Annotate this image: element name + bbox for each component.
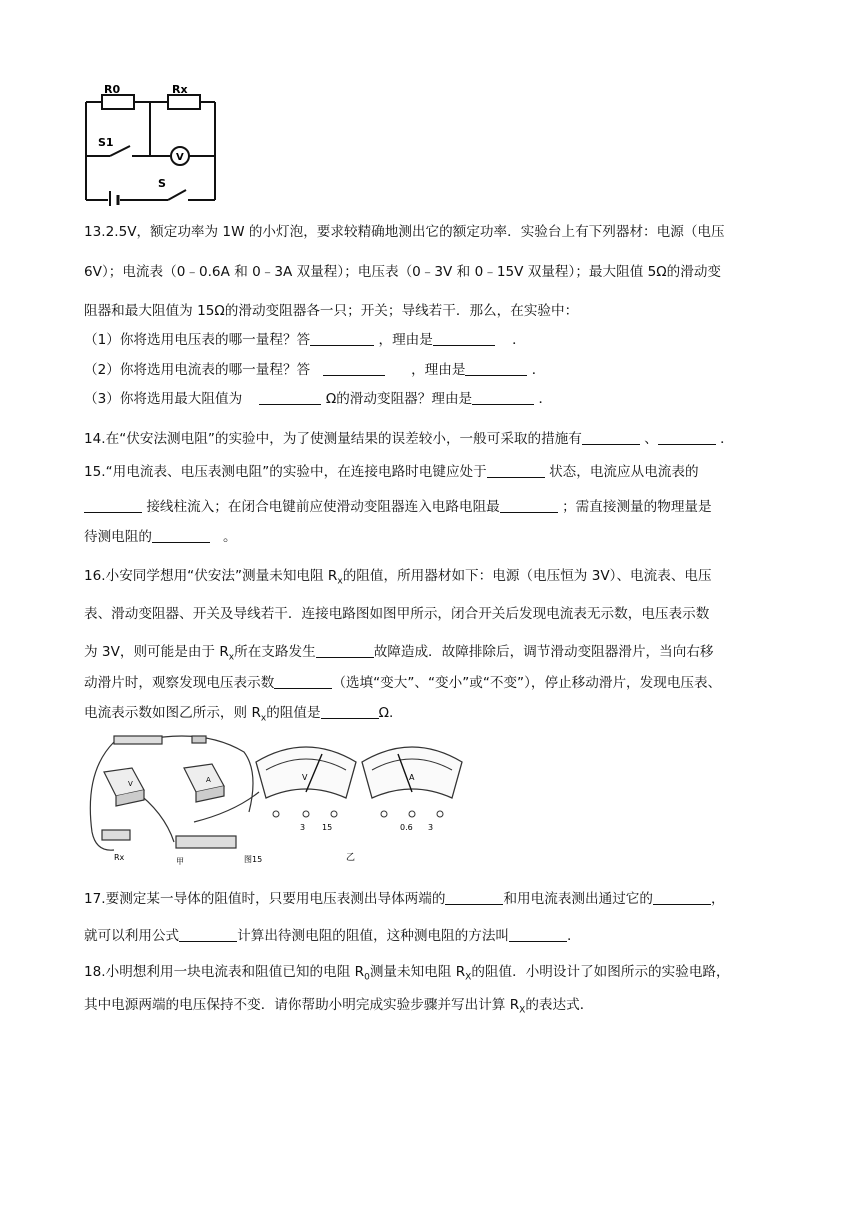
q14: 14.在“伏安法测电阻”的实验中，为了使测量结果的误差较小，一般可采取的措施有 、 ． [84,431,734,447]
answer-blank[interactable] [445,890,503,905]
answer-blank[interactable] [316,643,374,658]
r0-label: R0 [104,84,121,96]
q16-line4: 动滑片时，观察发现电压表示数 （选填“变大”、“变小”或“不变”），停止移动滑片，发现电压表、 [84,675,722,691]
ammeter-dial [362,747,462,817]
answer-blank[interactable] [179,927,237,942]
answer-blank[interactable] [310,331,374,346]
answer-blank[interactable] [152,528,210,543]
q16-line1: 16.小安同学想用“伏安法”测量未知电阻 $R_x$的阻值，所用器材如下：电源（电压恒为 3V）、电流表、电压 [84,568,712,587]
rx-label-fig2: Rx [114,853,125,862]
answer-blank[interactable] [274,674,332,689]
q13-line3: 阻器和最大阻值为 15Ω的滑动变阻器各一只；开关；导线若干．那么，在实验中： [84,303,579,319]
figure-number: 图15 [244,855,263,864]
s1-label: S1 [98,136,114,149]
q13-part3: （3）你将选用最大阻值为 Ω的滑动变阻器？理由是 ． [84,391,553,407]
answer-blank[interactable] [582,430,640,445]
jia-label: 甲 [176,857,184,866]
figure-15 [84,732,464,868]
voltmeter-dial [256,747,356,817]
q13-line2: 6V）；电流表（0﹣0.6A 和 0﹣3A 双量程）；电压表（0﹣3V 和 0﹣15V 双量程）；最大阻值 5Ω的滑动变 [84,264,722,280]
answer-blank[interactable] [653,890,711,905]
q18-line2: 其中电源两端的电压保持不变．请你帮助小明完成实验步骤并写出计算 $R_X$的表达式． [84,997,594,1016]
voltmeter-label: V [176,152,184,163]
answer-blank[interactable] [465,361,527,376]
answer-blank[interactable] [259,390,321,405]
answer-blank[interactable] [658,430,716,445]
voltmeter-v-label: V [128,780,133,788]
ammeter-06-terminal: 0.6 [400,823,413,832]
q15-line1: 15.“用电流表、电压表测电阻”的实验中，在连接电路时电键应处于 状态，电流应从电流表的 [84,464,699,480]
q18-line1: 18.小明想利用一块电流表和阻值已知的电阻 $R_0$测量未知电阻 $R_X$的阻值．小明设计了如图所示的实验电路， [84,964,730,983]
q17-line1: 17.要测定某一导体的阻值时，只要用电压表测出导体两端的 和用电流表测出通过它的 ， [84,891,725,907]
q16-line3: 为 3V，则可能是由于 $R_x$所在支路发生 故障造成．故障排除后，调节滑动变阻器滑片，当向右移 [84,644,714,663]
answer-blank[interactable] [472,390,534,405]
voltmeter-3-terminal: 3 [300,823,306,832]
answer-blank[interactable] [323,361,385,376]
q13-part1: （1）你将选用电压表的哪一量程？答 ，理由是 ． [84,332,526,348]
q15-line2: 接线柱流入；在闭合电键前应使滑动变阻器连入电路电阻最 ；需直接测量的物理量是 [84,497,712,517]
circuit-diagram-1 [80,84,222,206]
answer-blank[interactable] [500,498,558,513]
q16-line2: 表、滑动变阻器、开关及导线若干．连接电路图如图甲所示，闭合开关后发现电流表无示数，电压表示数 [84,606,710,622]
yi-label: 乙 [346,853,356,863]
answer-blank[interactable] [509,927,567,942]
s-label: S [158,177,166,190]
q15-line3: 待测电阻的 。 [84,529,237,545]
answer-blank[interactable] [84,498,142,513]
q13-line1: 13.2.5V，额定功率为 1W 的小灯泡，要求较精确地测出它的额定功率．实验台上有下列器材：电源（电压 [84,224,725,240]
answer-blank[interactable] [321,704,379,719]
q16-line5: 电流表示数如图乙所示，则 $R_x$的阻值是 Ω. [84,705,394,724]
voltmeter-dial-v: V [302,773,308,782]
ammeter-dial-a: A [409,773,415,782]
voltmeter-15-terminal: 15 [322,823,333,832]
ammeter-a-label: A [206,776,211,784]
rx-label: Rx [172,84,188,96]
ammeter-3-terminal: 3 [428,823,434,832]
answer-blank[interactable] [487,463,545,478]
answer-blank[interactable] [433,331,495,346]
q17-line2: 就可以利用公式 计算出待测电阻的阻值，这种测电阻的方法叫 . [84,928,572,944]
q13-part2: （2）你将选用电流表的哪一量程？答 ，理由是 ． [84,362,546,378]
